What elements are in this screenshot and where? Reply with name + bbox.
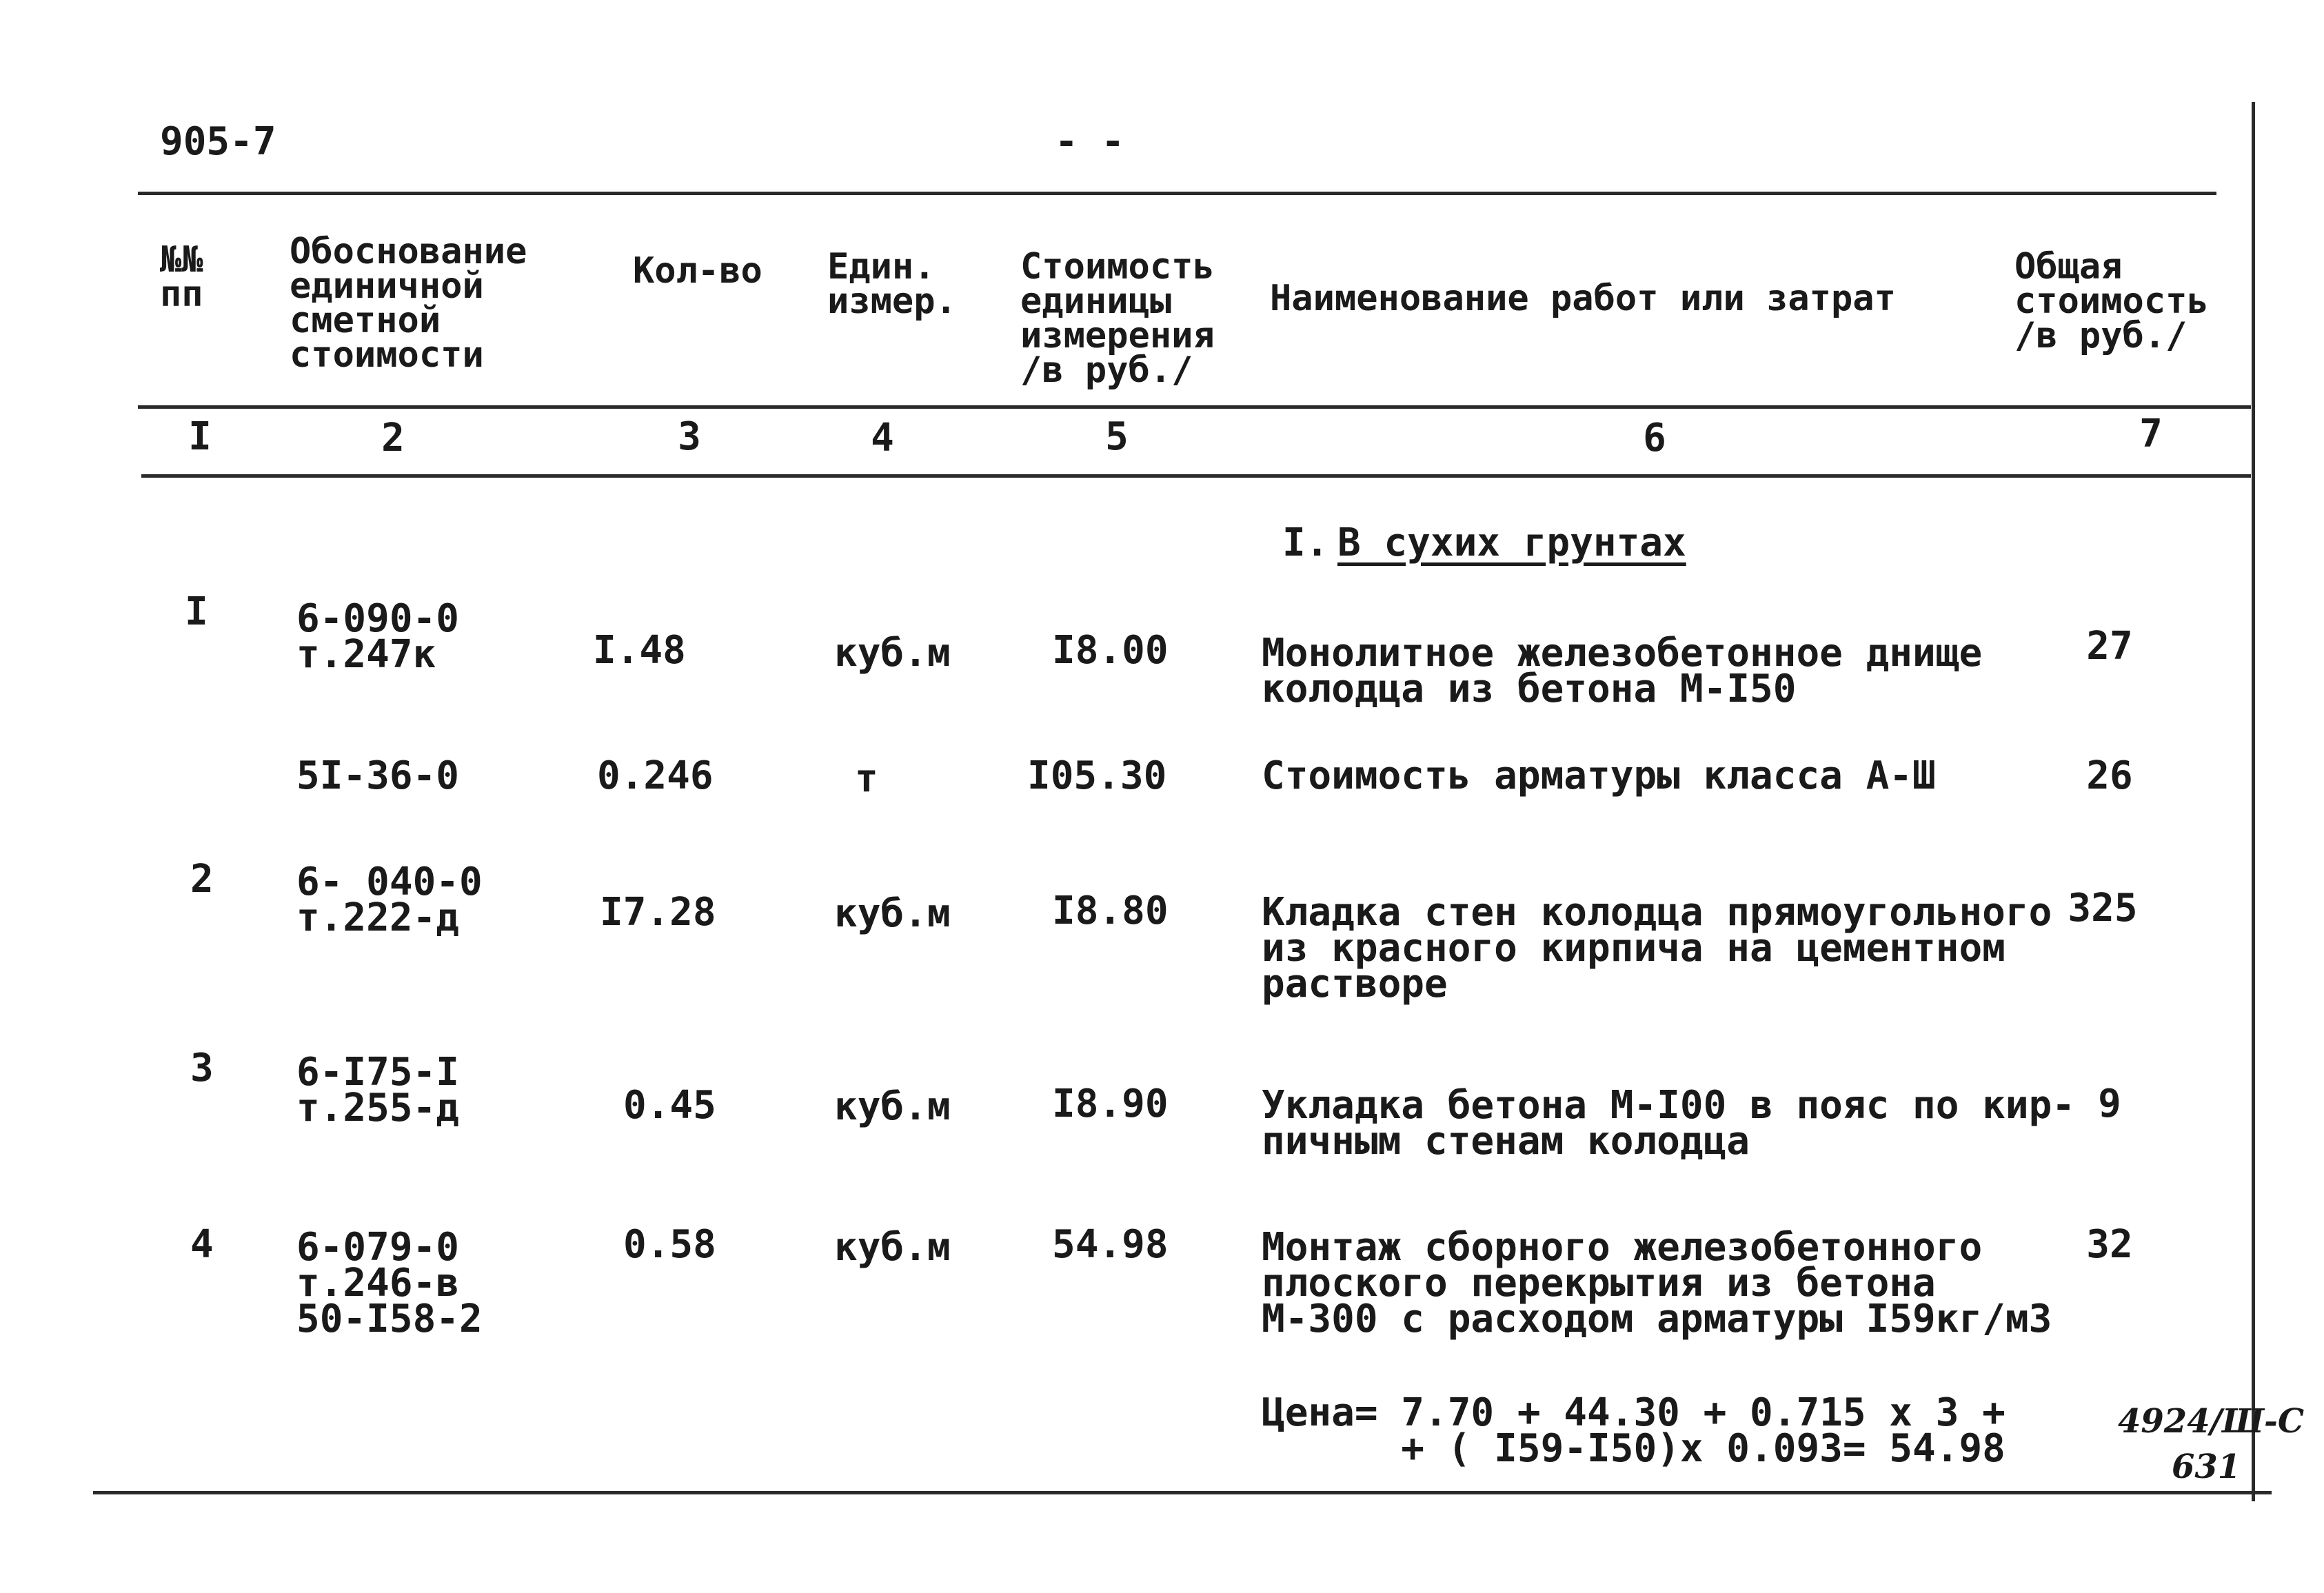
right-frame-line	[2252, 102, 2255, 1501]
row-1-num: I	[185, 589, 208, 634]
row-1-qty: I.48	[593, 628, 686, 673]
row-5-price: 54.98	[1052, 1222, 1169, 1267]
row-3-price: I8.80	[1052, 889, 1169, 933]
archive-stamp-code: 4924/Ш-С	[2118, 1402, 2305, 1441]
section-prefix: I.	[1282, 520, 1329, 565]
price-formula-line-2: + ( I59-I50)х 0.093= 54.98	[1262, 1426, 2005, 1471]
header-top-rule	[138, 192, 2216, 195]
row-4-qty: 0.45	[623, 1083, 716, 1128]
row-5-total: 32	[2086, 1222, 2133, 1267]
row-5-code: 6-079-0 т.246-в 50-I58-2	[296, 1225, 483, 1341]
row-2-qty: 0.246	[597, 753, 714, 798]
doc-number: 905-7	[160, 119, 276, 164]
header-bottom-rule	[138, 405, 2251, 409]
row-2-code: 5I-36-0	[296, 753, 460, 798]
row-2-total: 26	[2086, 753, 2133, 798]
header-col-justification: Обоснование единичной сметной стоимости	[290, 231, 527, 376]
col-number-4: 4	[871, 416, 894, 460]
row-4-num: 3	[190, 1046, 214, 1090]
col-number-1: I	[188, 414, 212, 459]
table-bottom-rule	[93, 1491, 2272, 1494]
header-col-total: Общая стоимость /в руб./	[2014, 246, 2209, 356]
row-1-total: 27	[2086, 624, 2133, 669]
col-number-2: 2	[381, 416, 405, 460]
row-4-total: 9	[2098, 1082, 2121, 1126]
header-col-num: №№ пп	[160, 239, 203, 315]
row-4-price: I8.90	[1052, 1082, 1169, 1126]
header-col-qty: Кол-во	[633, 250, 762, 292]
row-1-price: I8.00	[1052, 628, 1169, 673]
row-1-desc: Монолитное железобетонное днище колодца из бетона М-I50	[1262, 631, 1983, 711]
col-number-5: 5	[1105, 414, 1129, 459]
row-3-unit: куб.м	[834, 891, 951, 936]
header-col-description: Наименование работ или затрат	[1270, 278, 1896, 319]
row-3-total: 325	[2068, 886, 2138, 931]
row-5-num: 4	[190, 1222, 214, 1267]
row-1-code: 6-090-0 т.247к	[296, 596, 460, 677]
row-3-qty: I7.28	[600, 890, 716, 935]
col-number-6: 6	[1643, 416, 1666, 460]
row-5-qty: 0.58	[623, 1222, 716, 1267]
archive-stamp-number: 631	[2172, 1448, 2241, 1486]
row-4-unit: куб.м	[834, 1084, 951, 1129]
row-2-unit: т	[855, 756, 878, 801]
price-formula-line-1: Цена= 7.70 + 44.30 + 0.715 х 3 +	[1262, 1390, 2005, 1435]
section-title: В сухих грунтах	[1337, 520, 1686, 565]
header-col-unit-price: Стоимость единицы измерения /в руб./	[1020, 246, 1215, 391]
colnum-bottom-rule	[141, 474, 2251, 478]
row-2-price: I05.30	[1027, 753, 1167, 798]
row-5-unit: куб.м	[834, 1225, 951, 1270]
row-2-desc: Стоимость арматуры класса А-Ш	[1262, 753, 1936, 798]
header-col-unit: Един. измер.	[827, 246, 957, 322]
col-number-7: 7	[2139, 412, 2163, 456]
row-1-unit: куб.м	[834, 631, 951, 676]
top-mark: - -	[1055, 119, 1125, 164]
row-3-num: 2	[190, 857, 214, 902]
row-3-desc: Кладка стен колодца прямоугольного из красного кирпича на цементном растворе	[1262, 890, 2052, 1006]
row-4-desc: Укладка бетона М-I00 в пояс по кир- пичным стенам колодца	[1262, 1083, 2076, 1164]
row-5-desc: Монтаж сборного железобетонного плоского перекрытия из бетона М-300 с расходом арматуры I59кг/м3	[1262, 1225, 2052, 1341]
row-3-code: 6- 040-0 т.222-д	[296, 860, 483, 940]
row-4-code: 6-I75-I т.255-д	[296, 1050, 460, 1130]
col-number-3: 3	[678, 414, 701, 459]
